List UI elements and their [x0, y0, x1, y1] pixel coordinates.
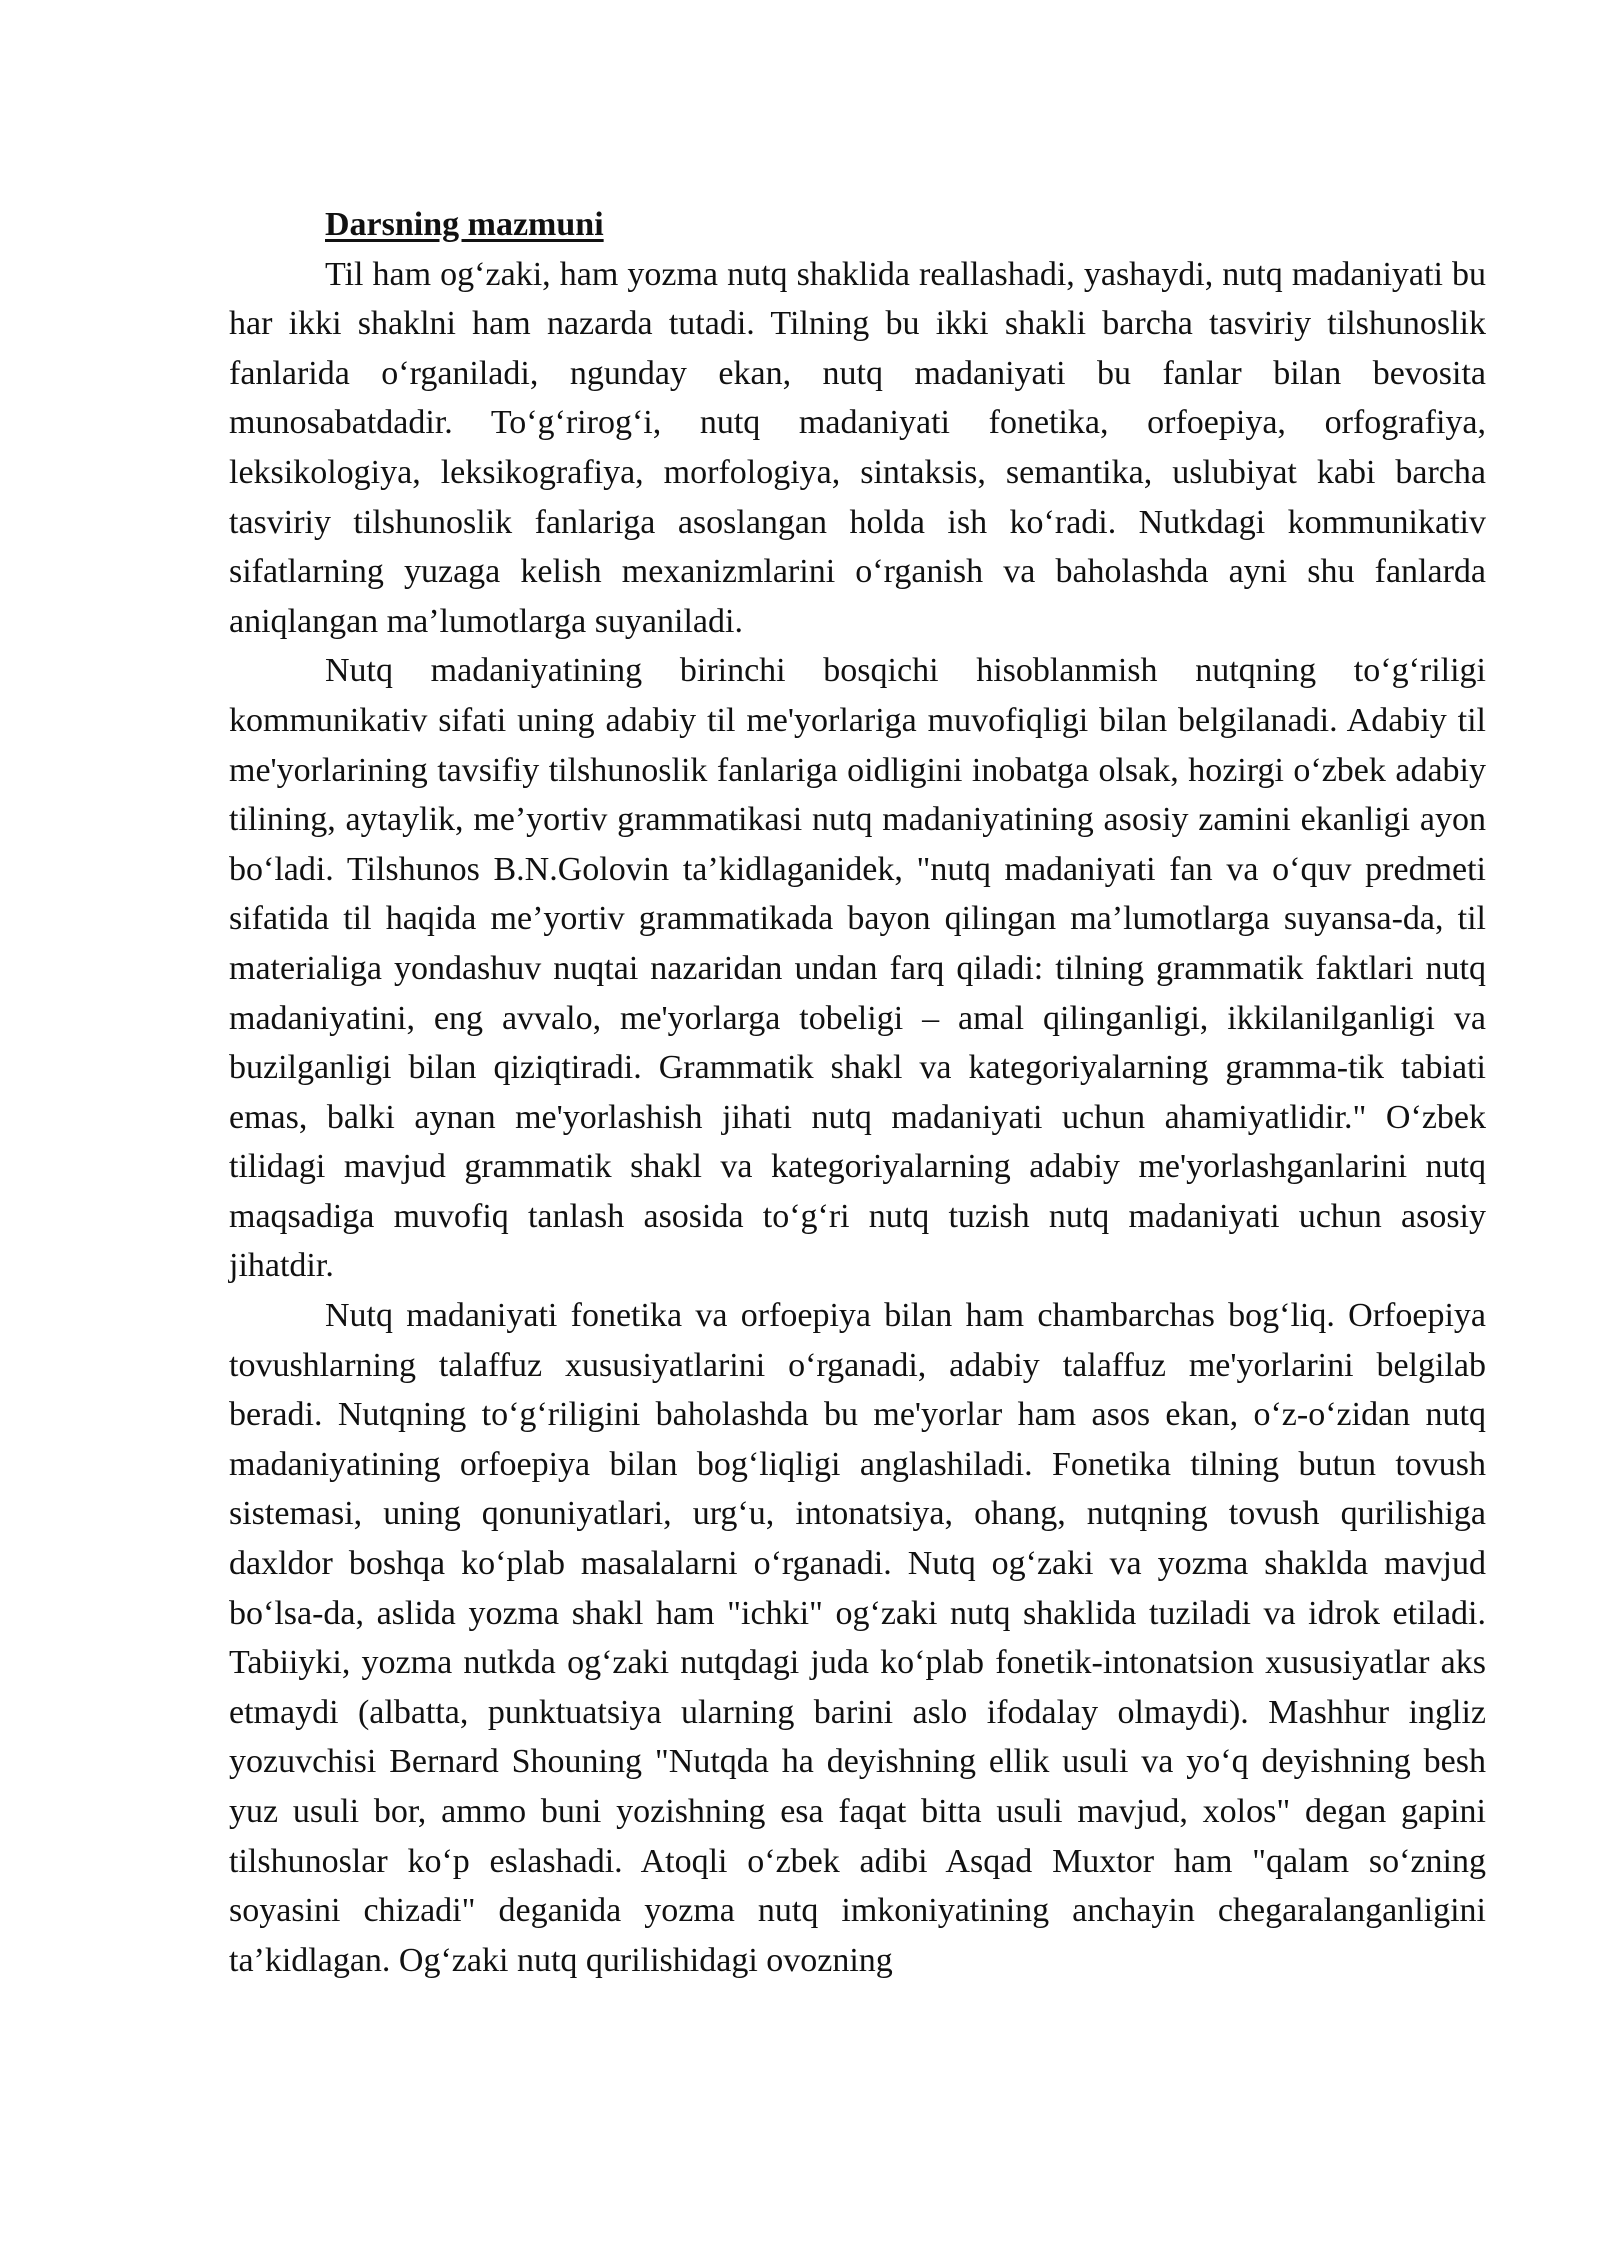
- section-heading: Darsning mazmuni: [325, 206, 604, 243]
- paragraph-1: Til ham og‘zaki, ham yozma nutq shaklida reallashadi, yashaydi, nutq madaniyati bu har ikki shaklni ham nazarda tutadi. Tilning bu ikki shakli barcha tasviriy tilshunoslik fanlarida o‘rganiladi, ngunday ekan, nutq madaniyati bu fanlar bilan bevosita munosabatdadir. To‘g‘rirog‘i, nutq madaniyati fonetika, orfoepiya, orfografiya, leksikologiya, leksikografiya, morfologiya, sintaksis, semantika, uslubiyat kabi barcha tasviriy tilshunoslik fanlariga asoslangan holda ish ko‘radi. Nutkdagi kommunikativ sifatlarning yuzaga kelish mexanizmlarini o‘rganish va baholashda ayni shu fanlarda aniqlangan ma’lumotlarga suyaniladi.: [229, 255, 1486, 640]
- paragraph-3: Nutq madaniyati fonetika va orfoepiya bilan ham chambarchas bog‘liq. Orfoepiya tovushlarning talaffuz xususiyatlarini o‘rganadi, adabiy talaffuz me'yorlarini belgilab beradi. Nutqning to‘g‘riligini baholashda bu me'yorlar ham asos ekan, o‘z-o‘zidan nutq madaniyatining orfoepiya bilan bog‘liqligi anglashiladi. Fonetika tilning butun tovush sistemasi, uning qonuniyatlari, urg‘u, intonatsiya, ohang, nutqning tovush qurilishiga daxldor boshqa ko‘plab masalalarni o‘rganadi. Nutq og‘zaki va yozma shaklda mavjud bo‘lsa-da, aslida yozma shakl ham "ichki" og‘zaki nutq shaklida tuziladi va idrok etiladi. Tabiiyki, yozma nutkda og‘zaki nutqdagi juda ko‘plab fonetik-intonatsion xususiyatlar aks etmaydi (albatta, punktuatsiya ularning barini aslo ifodalay olmaydi). Mashhur ingliz yozuvchisi Bernard Shouning "Nutqda ha deyishning ellik usuli va yo‘q deyishning besh yuz usuli bor, ammo buni yozishning esa faqat bitta usuli mavjud, xolos" degan gapini tilshunoslar ko‘p eslashadi. Atoqli o‘zbek adibi Asqad Muxtor ham "qalam so‘zning soyasini chizadi" deganida yozma nutq imkoniyatining anchayin chegaralanganligini ta’kidlagan. Og‘zaki nutq qurilishidagi ovozning: [229, 1297, 1486, 1979]
- paragraph-2: Nutq madaniyatining birinchi bosqichi hisoblanmish nutqning to‘g‘riligi kommunikativ sifati uning adabiy til me'yorlariga muvofiqligi bilan belgilanadi. Adabiy til me'yorlarining tavsifiy tilshunoslik fanlariga oidligini inobatga olsak, hozirgi o‘zbek adabiy tilining, aytaylik, me’yortiv grammatikasi nutq madaniyatining asosiy zamini ekanligi ayon bo‘ladi. Tilshunos B.N.Golovin ta’kidlaganidek, "nutq madaniyati fan va o‘quv predmeti sifatida til haqida me’yortiv grammatikada bayon qilingan ma’lumotlarga suyansa-da, til materialiga yondashuv nuqtai nazaridan undan farq qiladi: tilning grammatik faktlari nutq madaniyatini, eng avvalo, me'yorlarga tobeligi – amal qilinganligi, ikkilanilganligi va buzilganligi bilan qiziqtiradi. Grammatik shakl va kategoriyalarning gramma-tik tabiati emas, balki aynan me'yorlashish jihati nutq madaniyati uchun ahamiyatlidir." O‘zbek tilidagi mavjud grammatik shakl va kategoriyalarning adabiy me'yorlashganlarini nutq maqsadiga muvofiq tanlash asosida to‘g‘ri nutq tuzish nutq madaniyati uchun asosiy jihatdir.: [229, 652, 1486, 1285]
- document-body: [229, 200, 1486, 1985]
